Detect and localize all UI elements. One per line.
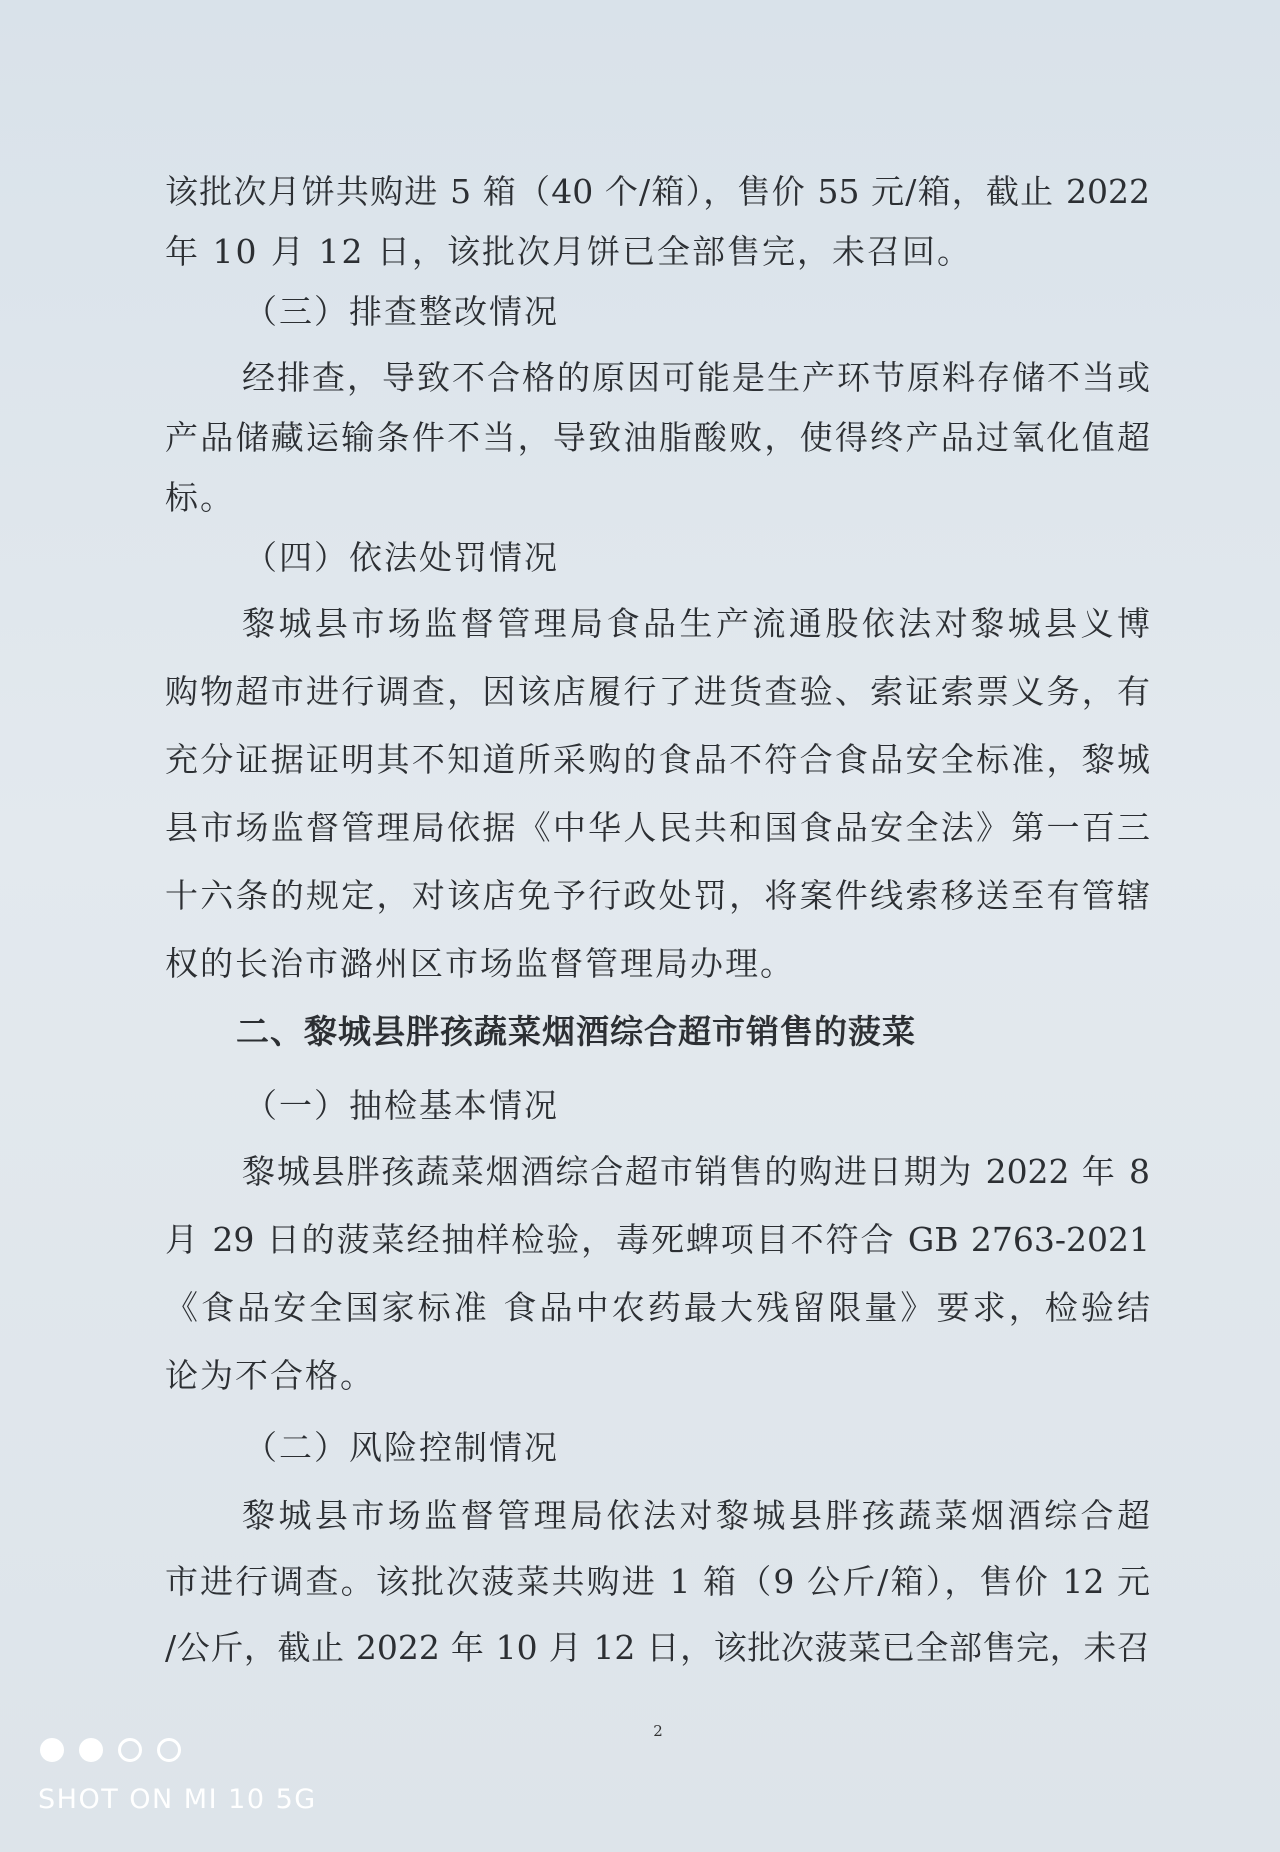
paragraph-line: 经排查，导致不合格的原因可能是生产环节原料存储不当或 — [242, 358, 1150, 397]
dot-icon — [79, 1738, 103, 1762]
section-subheading: （一）抽检基本情况 — [244, 1086, 559, 1125]
section-subheading: （四）依法处罚情况 — [244, 538, 559, 577]
paragraph-line: 该批次月饼共购进 5 箱（40 个/箱），售价 55 元/箱，截止 2022 — [165, 172, 1150, 211]
section-heading: 二、黎城县胖孩蔬菜烟酒综合超市销售的菠菜 — [236, 1012, 916, 1051]
watermark-text: SHOT ON MI 10 5G — [38, 1784, 317, 1815]
section-subheading: （二）风险控制情况 — [244, 1428, 559, 1467]
paragraph-line: 年 10 月 12 日，该批次月饼已全部售完，未召回。 — [165, 232, 972, 271]
paragraph-line: 产品储藏运输条件不当，导致油脂酸败，使得终产品过氧化值超 — [165, 418, 1150, 457]
paragraph-line: 十六条的规定，对该店免予行政处罚，将案件线索移送至有管辖 — [165, 876, 1150, 915]
paragraph-line: 充分证据证明其不知道所采购的食品不符合食品安全标准，黎城 — [165, 740, 1150, 779]
paragraph-line: 论为不合格。 — [165, 1356, 375, 1395]
paragraph-line: 黎城县市场监督管理局依法对黎城县胖孩蔬菜烟酒综合超 — [242, 1496, 1150, 1535]
camera-logo-dots — [40, 1738, 317, 1762]
paragraph-line: 黎城县市场监督管理局食品生产流通股依法对黎城县义博 — [242, 604, 1150, 643]
dot-icon — [118, 1738, 142, 1762]
page-number: 2 — [653, 1722, 663, 1740]
paragraph-line: 权的长治市潞州区市场监督管理局办理。 — [165, 944, 795, 983]
paragraph-line: 购物超市进行调查，因该店履行了进货查验、索证索票义务，有 — [165, 672, 1150, 711]
paragraph-line: 月 29 日的菠菜经抽样检验，毒死蜱项目不符合 GB 2763-2021 — [165, 1220, 1150, 1259]
paragraph-line: 市进行调查。该批次菠菜共购进 1 箱（9 公斤/箱），售价 12 元 — [165, 1562, 1150, 1601]
paragraph-line: 黎城县胖孩蔬菜烟酒综合超市销售的购进日期为 2022 年 8 — [242, 1152, 1150, 1191]
paragraph-line: 《食品安全国家标准 食品中农药最大残留限量》要求，检验结 — [165, 1288, 1150, 1327]
section-subheading: （三）排查整改情况 — [244, 292, 559, 331]
paragraph-line: 县市场监督管理局依据《中华人民共和国食品安全法》第一百三 — [165, 808, 1150, 847]
dot-icon — [157, 1738, 181, 1762]
dot-icon — [40, 1738, 64, 1762]
camera-watermark — [38, 1738, 317, 1815]
paragraph-line: /公斤，截止 2022 年 10 月 12 日，该批次菠菜已全部售完，未召 — [165, 1628, 1150, 1667]
paragraph-line: 标。 — [165, 478, 235, 517]
